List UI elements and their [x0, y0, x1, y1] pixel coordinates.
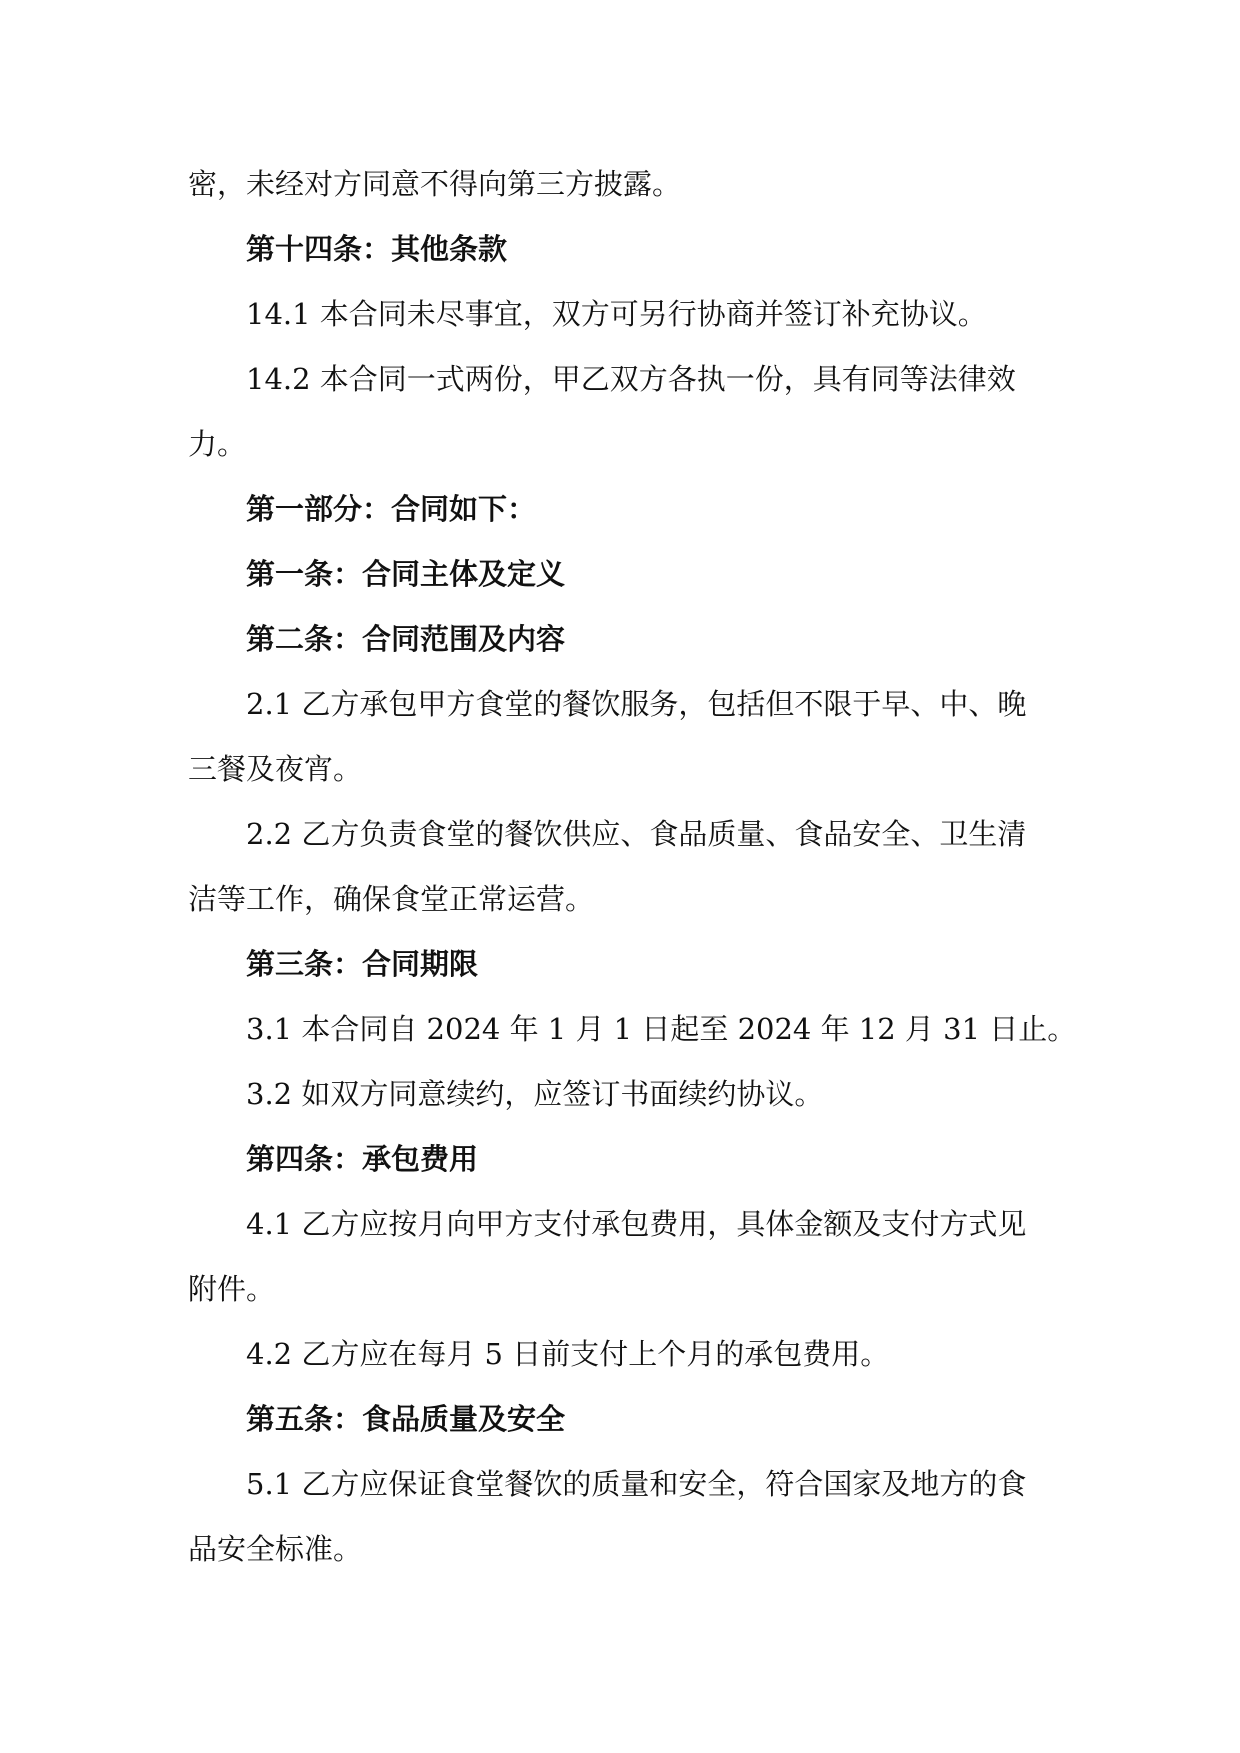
section-heading: 第三条：合同期限: [246, 947, 479, 981]
section-heading: 第十四条：其他条款: [246, 232, 508, 266]
section-heading: 第二条：合同范围及内容: [246, 622, 566, 656]
section-heading: 第一条：合同主体及定义: [246, 557, 566, 591]
clause-continuation: 洁等工作，确保食堂正常运营。: [188, 882, 595, 916]
section-heading: 第五条：食品质量及安全: [246, 1402, 566, 1436]
clause-line: 4.1 乙方应按月向甲方支付承包费用，具体金额及支付方式见: [246, 1207, 1027, 1241]
part-heading: 第一部分：合同如下：: [246, 492, 537, 526]
clause-continuation: 附件。: [188, 1272, 276, 1306]
clause-line: 14.2 本合同一式两份，甲乙双方各执一份，具有同等法律效: [246, 362, 1016, 396]
section-heading: 第四条：承包费用: [246, 1142, 479, 1176]
clause-continuation: 三餐及夜宵。: [188, 752, 363, 786]
clause-line: 2.1 乙方承包甲方食堂的餐饮服务，包括但不限于早、中、晚: [246, 687, 1027, 721]
clause-line: 4.2 乙方应在每月 5 日前支付上个月的承包费用。: [246, 1337, 890, 1371]
clause-line: 3.1 本合同自 2024 年 1 月 1 日起至 2024 年 12 月 31 日止。: [246, 1012, 1077, 1046]
paragraph-line: 密，未经对方同意不得向第三方披露。: [188, 167, 682, 201]
clause-continuation: 品安全标准。: [188, 1532, 363, 1566]
clause-line: 5.1 乙方应保证食堂餐饮的质量和安全，符合国家及地方的食: [246, 1467, 1027, 1501]
clause-line: 2.2 乙方负责食堂的餐饮供应、食品质量、食品安全、卫生清: [246, 817, 1027, 851]
clause-line: 14.1 本合同未尽事宜，双方可另行协商并签订补充协议。: [246, 297, 987, 331]
clause-line: 3.2 如双方同意续约，应签订书面续约协议。: [246, 1077, 824, 1111]
document-body: [188, 152, 1077, 1582]
clause-continuation: 力。: [188, 427, 247, 461]
